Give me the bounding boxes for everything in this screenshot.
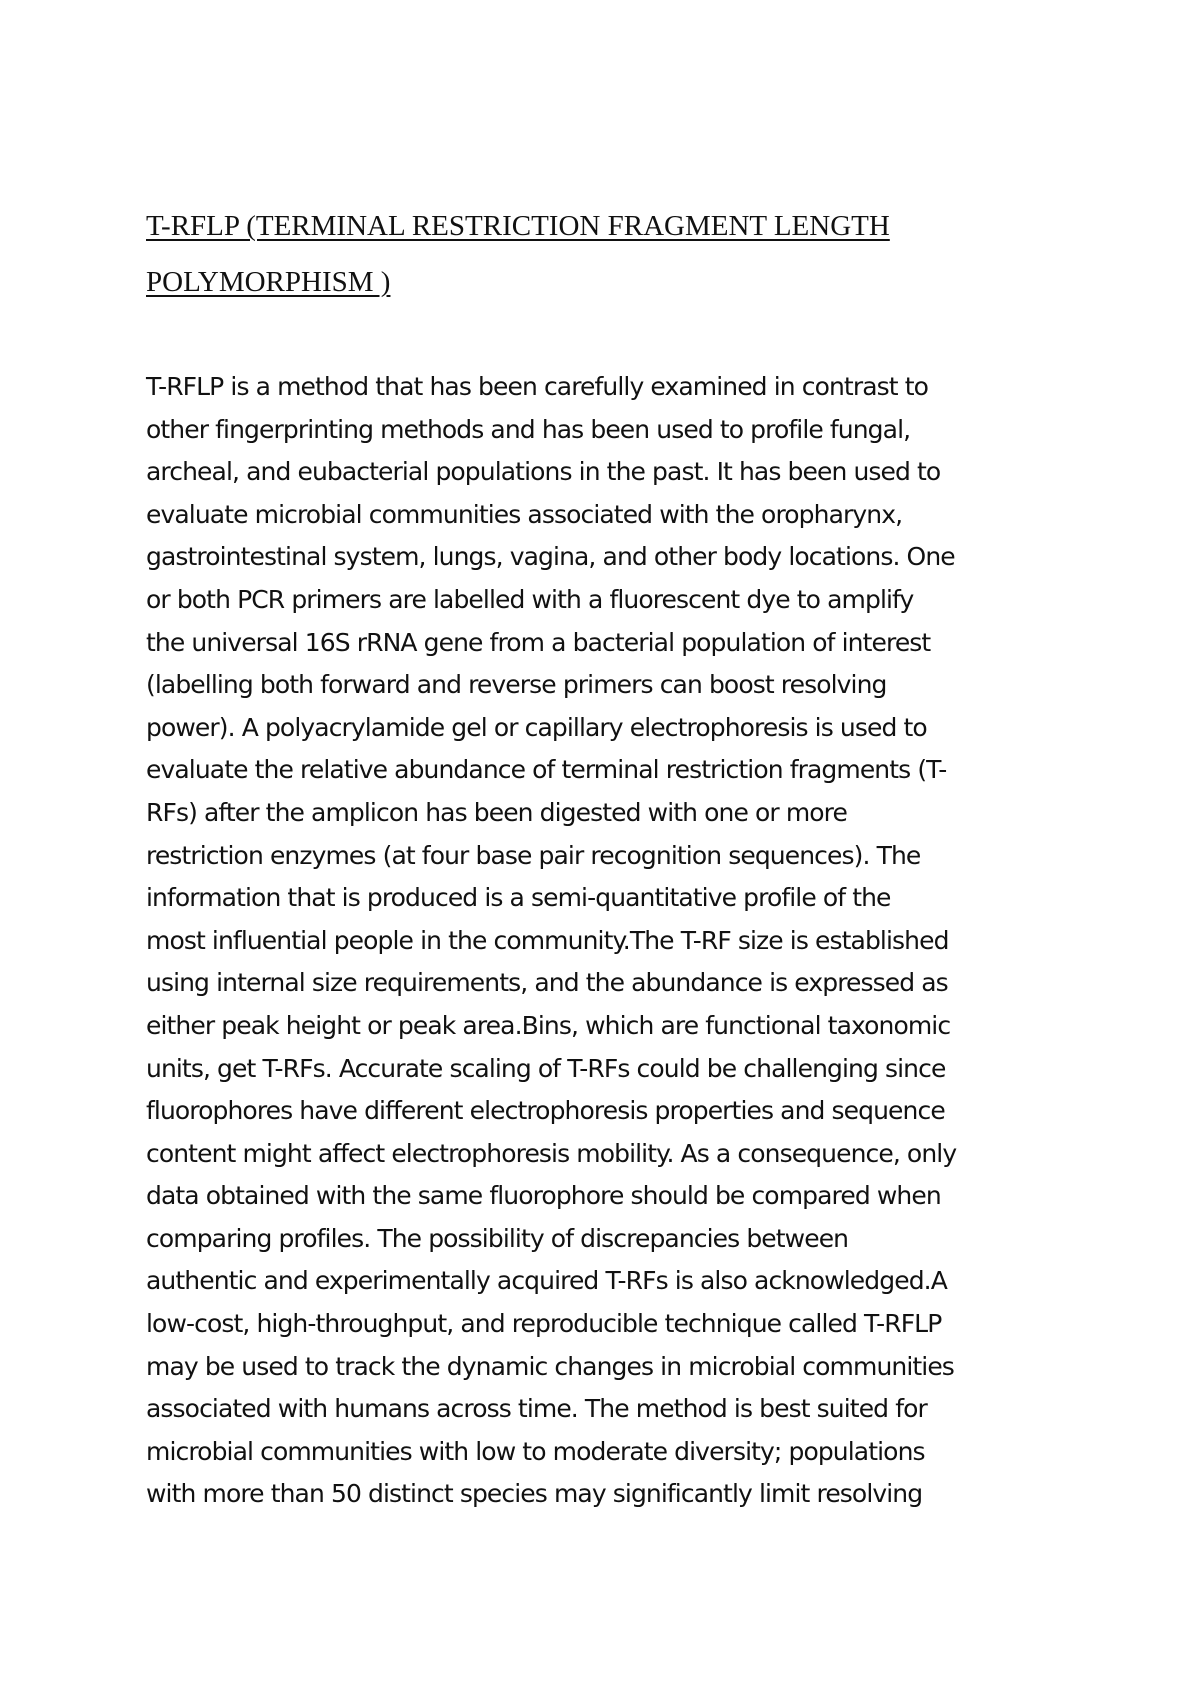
body-line: fluorophores have different electrophoresis properties and sequence [146, 1096, 945, 1126]
body-line: restriction enzymes (at four base pair recognition sequences). The [146, 840, 921, 870]
body-line: microbial communities with low to moderate diversity; populations [146, 1436, 925, 1466]
body-line: data obtained with the same fluorophore should be compared when [146, 1181, 941, 1211]
body-line: evaluate the relative abundance of terminal restriction fragments (T- [146, 755, 947, 785]
body-line: either peak height or peak area.Bins, which are functional taxonomic [146, 1010, 951, 1040]
body-line: information that is produced is a semi-quantitative profile of the [146, 883, 891, 913]
document-title [146, 198, 1106, 310]
body-line: using internal size requirements, and the abundance is expressed as [146, 968, 948, 998]
body-line: most influential people in the community.The T-RF size is established [146, 925, 949, 955]
body-line: or both PCR primers are labelled with a fluorescent dye to amplify [146, 584, 914, 614]
body-line: may be used to track the dynamic changes in microbial communities [146, 1351, 954, 1381]
body-line: low-cost, high-throughput, and reproducible technique called T-RFLP [146, 1309, 942, 1339]
body-line: the universal 16S rRNA gene from a bacterial population of interest [146, 627, 931, 657]
body-line: with more than 50 distinct species may significantly limit resolving [146, 1479, 923, 1509]
body-line: RFs) after the amplicon has been digested with one or more [146, 797, 847, 827]
body-line: comparing profiles. The possibility of discrepancies between [146, 1223, 849, 1253]
body-line: T-RFLP is a method that has been carefully examined in contrast to [146, 372, 928, 401]
title-line-2: POLYMORPHISM ) [146, 266, 391, 298]
body-line: authentic and experimentally acquired T-RFs is also acknowledged.A [146, 1266, 947, 1296]
body-paragraph [146, 366, 1091, 1516]
body-line: gastrointestinal system, lungs, vagina, and other body locations. One [146, 542, 955, 572]
body-line: content might affect electrophoresis mobility. As a consequence, only [146, 1138, 957, 1168]
title-line-1: T-RFLP (TERMINAL RESTRICTION FRAGMENT LENGTH [146, 210, 890, 242]
body-line: associated with humans across time. The method is best suited for [146, 1394, 927, 1424]
body-line: evaluate microbial communities associated with the oropharynx, [146, 499, 903, 529]
body-line: archeal, and eubacterial populations in the past. It has been used to [146, 457, 941, 487]
body-line: power). A polyacrylamide gel or capillary electrophoresis is used to [146, 712, 927, 742]
body-line: units, get T-RFs. Accurate scaling of T-RFs could be challenging since [146, 1053, 946, 1083]
body-line: other fingerprinting methods and has been used to profile fungal, [146, 414, 911, 444]
body-line: (labelling both forward and reverse primers can boost resolving [146, 670, 887, 700]
